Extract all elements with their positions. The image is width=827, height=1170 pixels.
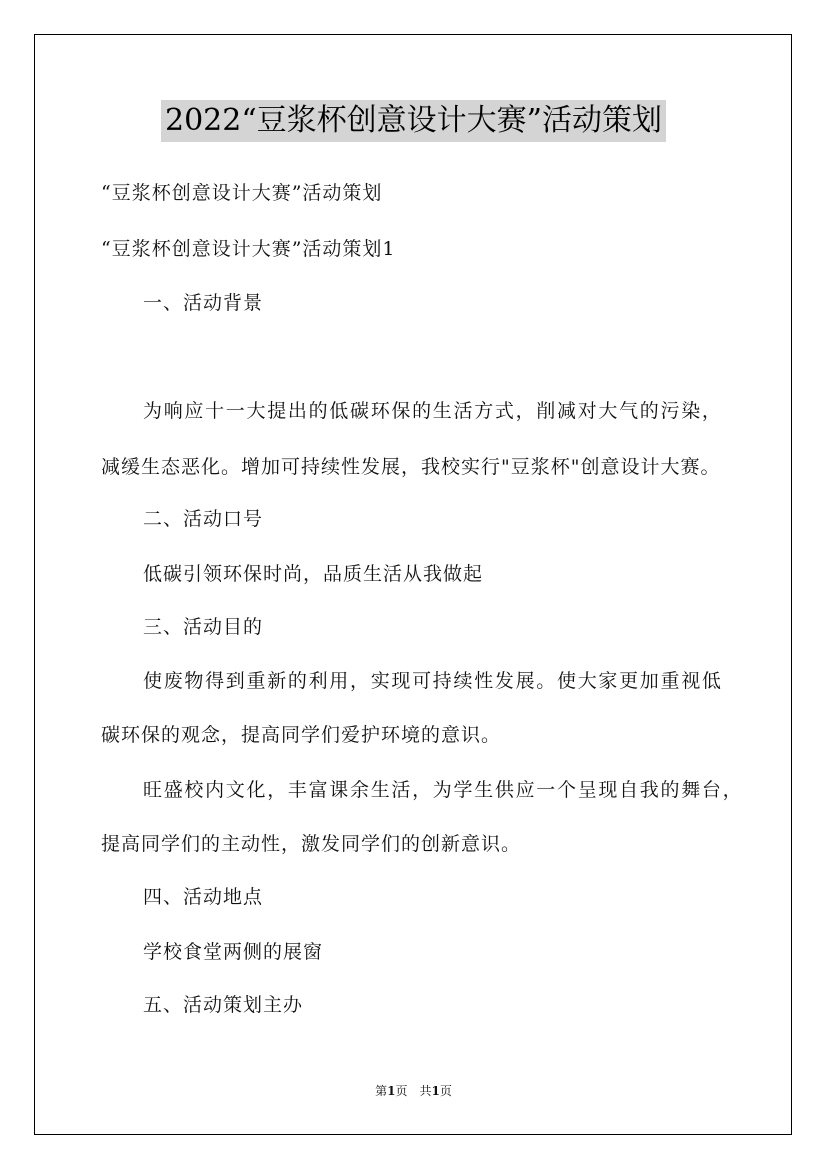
footer-total-number: 1: [431, 1084, 440, 1098]
heading-slogan: 二、活动口号: [143, 508, 264, 530]
paragraph-line: 碳环保的观念，提高同学们爱护环境的意识。: [101, 724, 502, 746]
paragraph-line: 减缓生态恶化。增加可持续性发展，我校实行"豆浆杯"创意设计大赛。: [101, 456, 721, 478]
footer-total-prefix: 共: [419, 1084, 432, 1098]
heading-organizer: 五、活动策划主办: [143, 994, 304, 1016]
paragraph-line: 使废物得到重新的利用，实现可持续性发展。使大家更加重视低: [143, 670, 723, 692]
heading-purpose: 三、活动目的: [143, 616, 264, 638]
section-heading-main: “豆浆杯创意设计大赛”活动策划1: [101, 238, 396, 260]
page-footer: [0, 1083, 827, 1099]
paragraph-line: 提高同学们的主动性，激发同学们的创新意识。: [101, 833, 522, 855]
heading-background: 一、活动背景: [143, 292, 264, 314]
paragraph-line: 为响应十一大提出的低碳环保的生活方式，削减对大气的污染，: [143, 400, 723, 422]
paragraph-line: 旺盛校内文化，丰富课余生活，为学生供应一个呈现自我的舞台，: [143, 779, 744, 801]
heading-location: 四、活动地点: [143, 886, 264, 908]
footer-page-prefix: 第: [375, 1084, 388, 1098]
paragraph-line: 学校食堂两侧的展窗: [143, 941, 324, 963]
document-title: 2022“豆浆杯创意设计大赛”活动策划: [161, 100, 666, 142]
title-container: [0, 100, 827, 142]
footer-total-suffix: 页: [439, 1084, 452, 1098]
footer-page-suffix: 页: [395, 1084, 408, 1098]
footer-page-number: 1: [387, 1084, 396, 1098]
subtitle-line: “豆浆杯创意设计大赛”活动策划: [101, 182, 383, 204]
paragraph-line: 低碳引领环保时尚，品质生活从我做起: [143, 563, 484, 585]
